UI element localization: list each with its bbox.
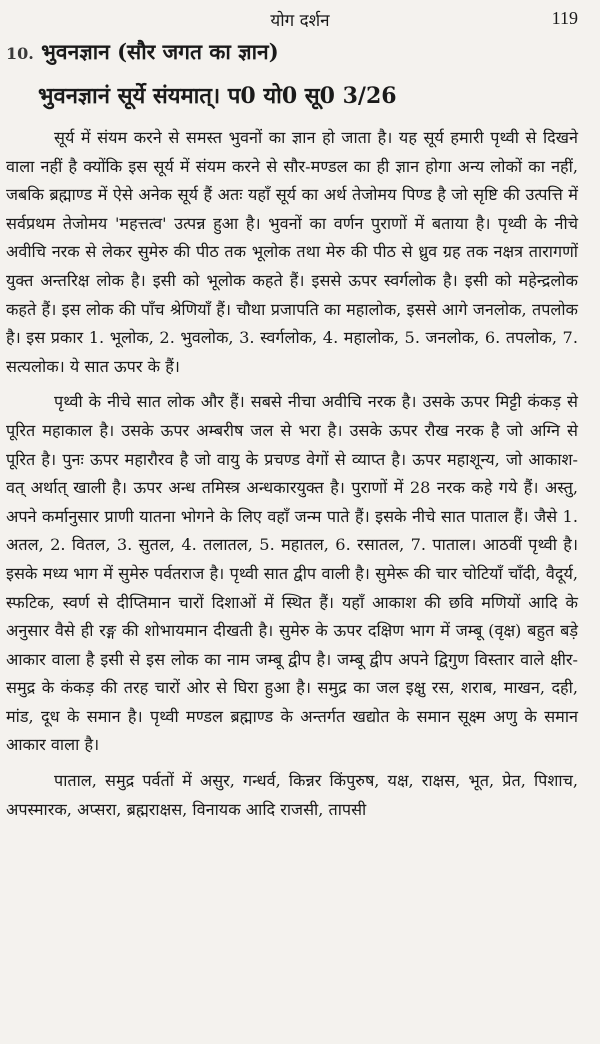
section-title: भुवनज्ञान (सौर जगत का ज्ञान) <box>41 39 279 64</box>
paragraph: पाताल, समुद्र पर्वतों में असुर, गन्धर्व, किन्नर किंपुरुष, यक्ष, राक्षस, भूत, प्रेत, पिशाच, अपस्मारक, अप्सरा, ब्रह्मराक्षस, विनायक आदि राजसी, तापसी <box>6 771 578 819</box>
running-title: योग दर्शन <box>270 11 330 31</box>
paragraph: पृथ्वी के नीचे सात लोक और हैं। सबसे नीचा अवीचि नरक है। उसके ऊपर मिट्टी कंकड़ से पूरित महाकाल है। उसके ऊपर अम्बरीष जल से भरा है। उसके ऊपर रौख नरक है जो अग्नि से पूरित है। पुनः ऊपर महारौरव है जो वायु के प्रचण्ड वेगों से व्याप्त है। ऊपर महाशून्य, जो आकाश-वत् अर्थात् खाली है। ऊपर अन्ध तमिस्त्र अन्धकारयुक्त है। पुराणों में 28 नरक कहे गये हैं। अस्तु, अपने कर्मानुसार प्राणी यातना भोगने के लिए वहाँ जन्म पाते हैं। इसके नीचे सात पाताल हैं। जैसे 1. अतल, 2. वितल, 3. सुतल, 4. तलातल, 5. महातल, 6. रसातल, 7. पाताल। आठवीं पृथ्वी है। इसके मध्य भाग में सुमेरु पर्वतराज है। पृथ्वी सात द्वीप वाली है। सुमेरू की चार चोटियाँ चाँदी, वैदूर्य, स्फटिक, स्वर्ण से दीप्तिमान चारों दिशाओं में स्थित हैं। यहाँ आकाश की छवि मणियों आदि के अनुसार वैसे ही रङ्ग की शोभायमान दीखती है। सुमेरु के ऊपर दक्षिण भाग में जम्बू (वृक्ष) बहुत बड़े आकार वाला है इसी से इस लोक का नाम जम्बू द्वीप है। जम्बू द्वीप अपने द्विगुण विस्तार वाले क्षीर-समुद्र के कंकड़ की तरह चारों ओर से घिरा हुआ है। समुद्र का जल इक्षु रस, शराब, माखन, दही, मांड, दूध के समान है। पृथ्वी मण्डल ब्रह्माण्ड के अन्तर्गत खद्योत के समान सूक्ष्म अणु के समान आकार वाला है। <box>6 392 578 755</box>
section-heading <box>6 38 279 66</box>
section-number: 10. <box>6 44 34 63</box>
running-header <box>0 6 600 34</box>
sutra-heading: भुवनज्ञानं सूर्ये संयमात्। प0 यो0 सू0 3/26 <box>38 83 397 109</box>
body-text <box>6 124 578 831</box>
page-number: 119 <box>551 8 578 28</box>
paragraph: सूर्य में संयम करने से समस्त भुवनों का ज्ञान हो जाता है। यह सूर्य हमारी पृथ्वी से दिखने वाला नहीं है क्योंकि इस सूर्य में संयम करने से सौर-मण्डल का ही ज्ञान होगा अन्य लोकों का नहीं, जबकि ब्रह्माण्ड में ऐसे अनेक सूर्य हैं अतः यहाँ सूर्य का अर्थ तेजोमय पिण्ड है जो सृष्टि की उत्पत्ति में सर्वप्रथम तेजोमय 'महत्तत्व' उत्पन्न हुआ है। भुवनों का वर्णन पुराणों में बताया है। पृथ्वी के नीचे अवीचि नरक से लेकर सुमेरु की पीठ तक भूलोक तथा मेरु की पीठ से ध्रुव ग्रह तक नक्षत्र तारागणों युक्त अन्तरिक्ष लोक है। इसी को भूलोक कहते हैं। इससे ऊपर स्वर्गलोक है। इसी को महेन्द्रलोक कहते हैं। इस लोक की पाँच श्रेणियाँ हैं। चौथा प्रजापति का महालोक, इससे आगे जनलोक, तपलोक है। इस प्रकार 1. भूलोक, 2. भुवलोक, 3. स्वर्गलोक, 4. महालोक, 5. जनलोक, 6. तपलोक, 7. सत्यलोक। ये सात ऊपर के हैं। <box>6 128 578 376</box>
